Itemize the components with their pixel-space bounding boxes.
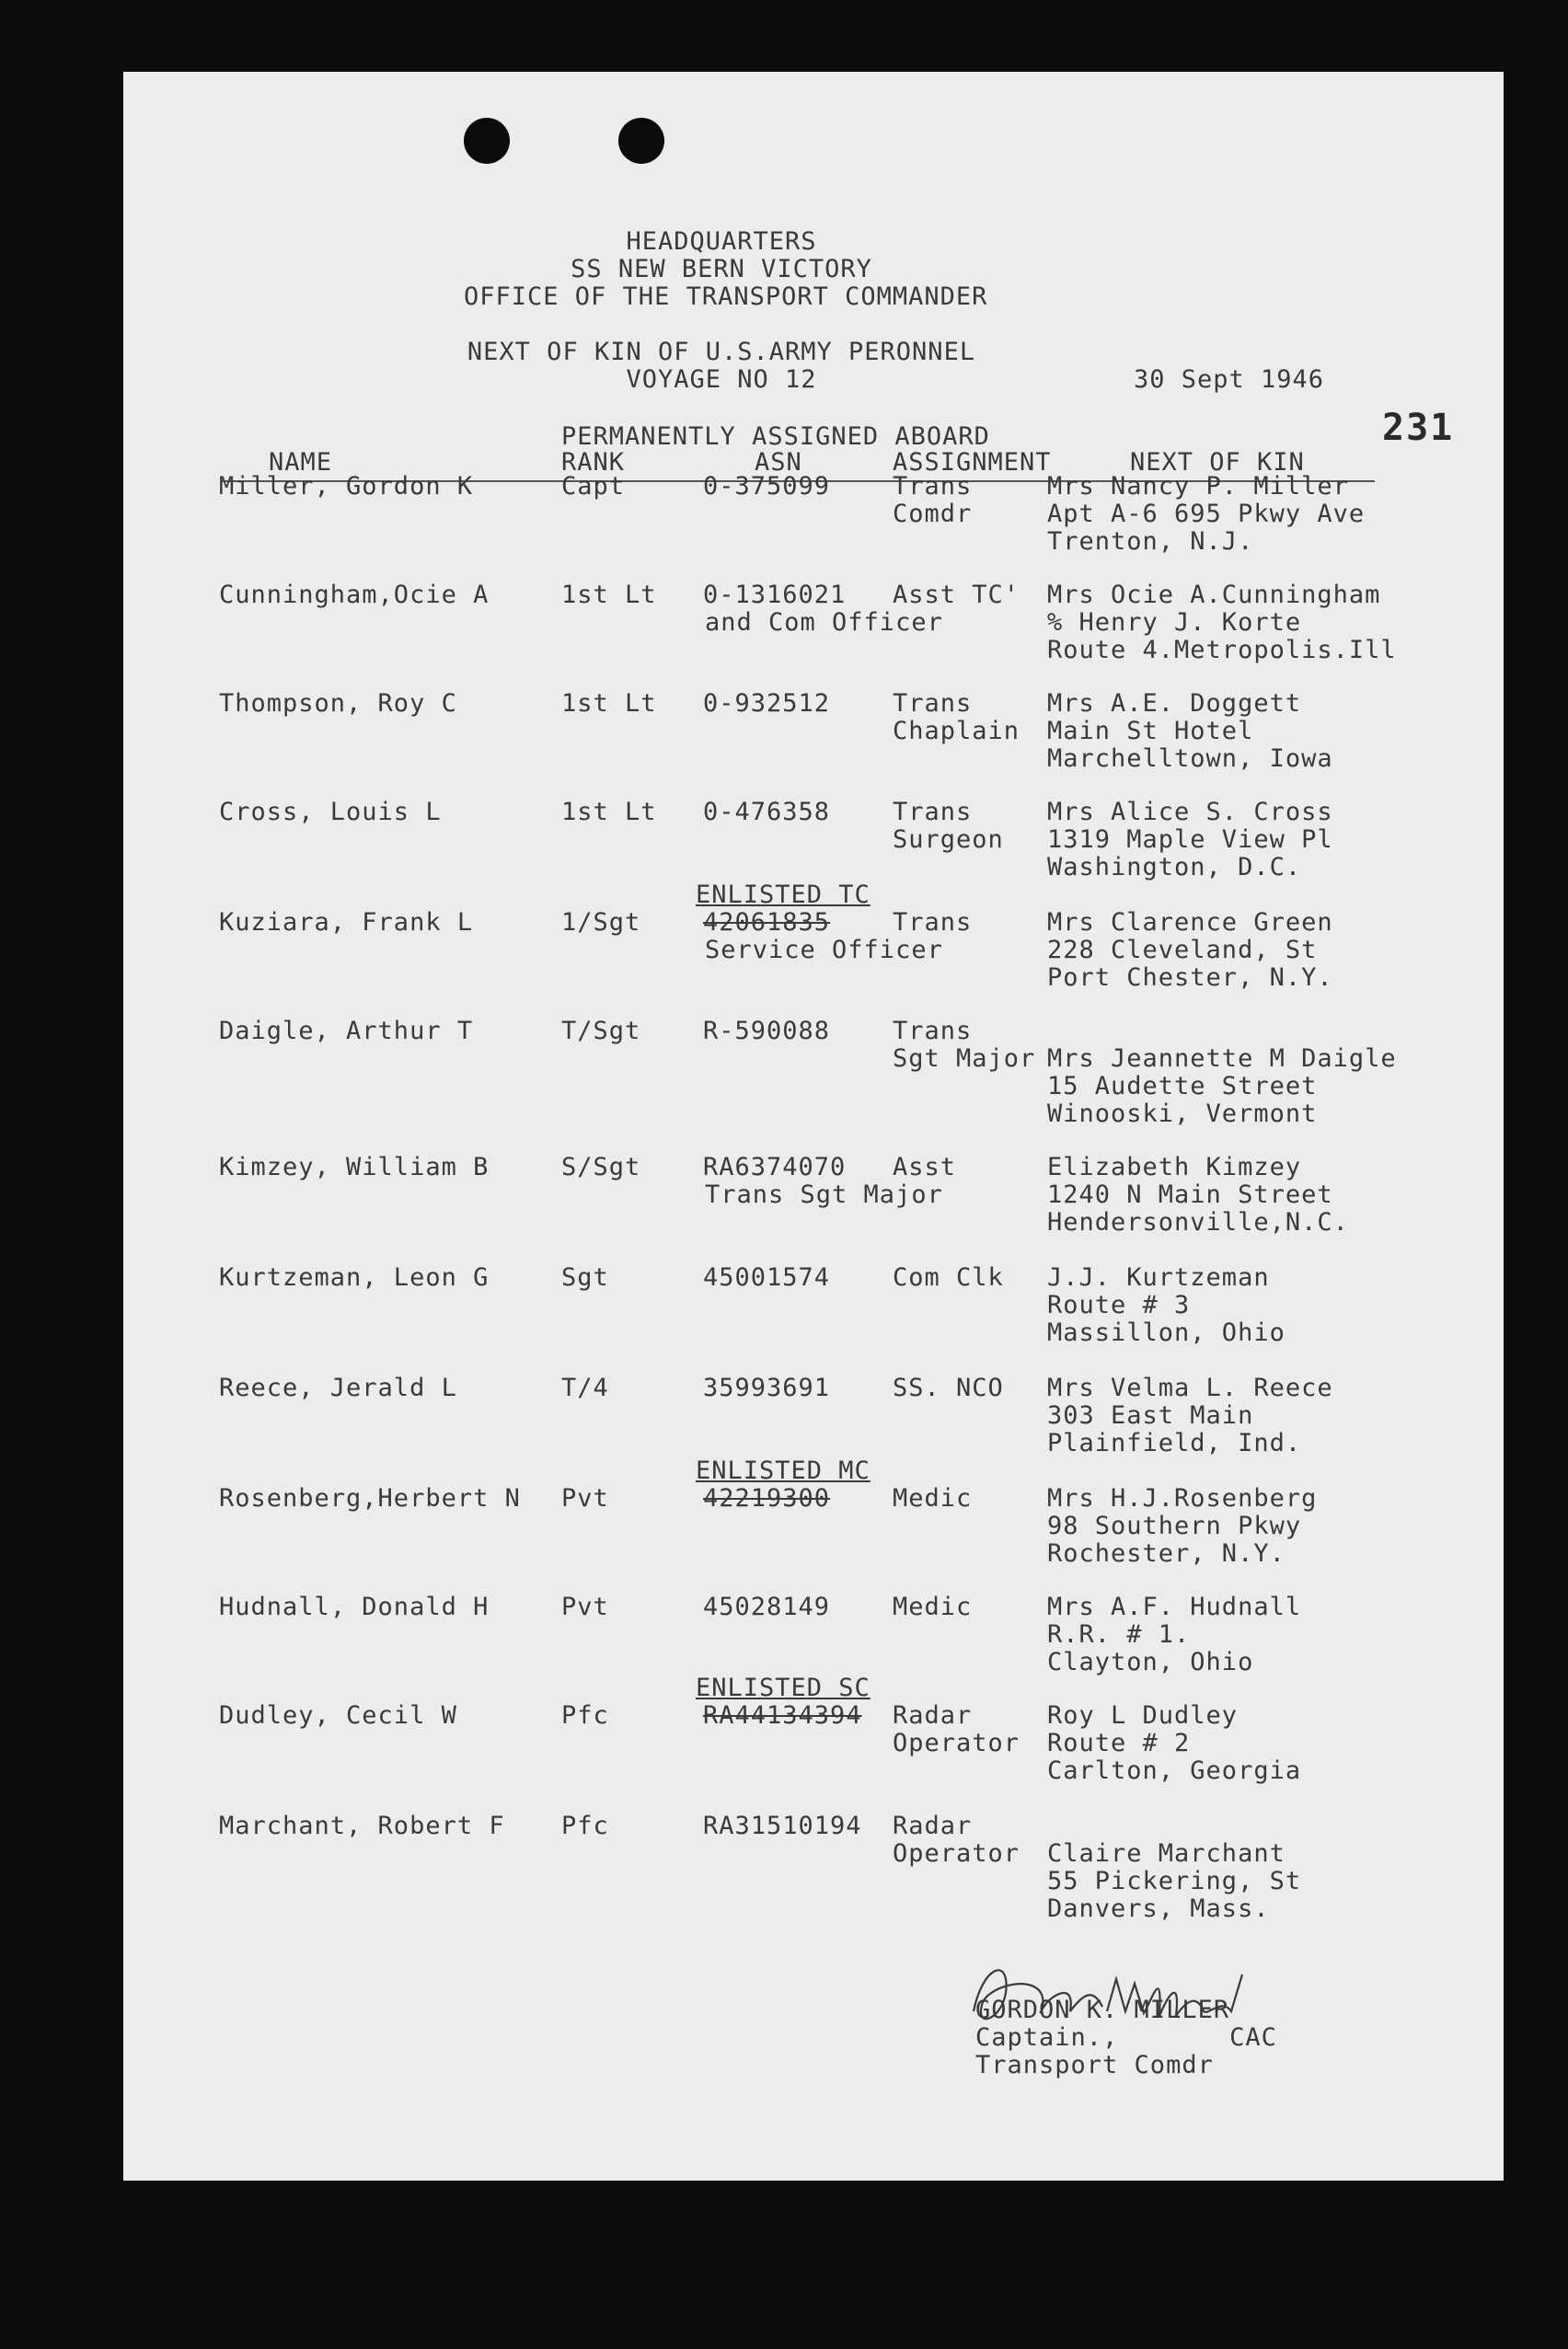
row-name: Kimzey, William B [219,1153,490,1181]
header-voyage: VOYAGE NO 12 [626,365,817,394]
row-assignment-line: Comdr [893,500,973,528]
row-next-of-kin-line: Route # 2 [1047,1729,1191,1757]
row-rank: T/Sgt [561,1017,641,1045]
section-heading: PERMANENTLY ASSIGNED ABOARD [561,422,990,451]
row-next-of-kin-line: Hendersonville,N.C. [1047,1208,1349,1237]
row-next-of-kin-line: 228 Cleveland, St [1047,936,1318,964]
row-next-of-kin-line: Mrs Jeannette M Daigle [1047,1044,1397,1073]
row-name: Cross, Louis L [219,798,442,826]
row-assignment-line: Trans [893,689,973,718]
header-title: NEXT OF KIN OF U.S.ARMY PERONNEL [467,338,976,366]
row-asn: 0-375099 [703,472,831,501]
row-next-of-kin-line: Mrs H.J.Rosenberg [1047,1484,1318,1513]
row-next-of-kin-line: R.R. # 1. [1047,1620,1191,1649]
row-next-of-kin-line: Mrs Ocie A.Cunningham [1047,581,1381,609]
row-rank: 1st Lt [561,581,657,609]
group-label: ENLISTED MC [696,1457,870,1485]
row-next-of-kin-line: % Henry J. Korte [1047,608,1302,637]
row-rank: 1st Lt [561,798,657,826]
row-assignment-line: Medic [893,1484,973,1513]
row-next-of-kin-line: Mrs Velma L. Reece [1047,1374,1333,1402]
row-name: Hudnall, Donald H [219,1593,490,1621]
punch-hole-right [618,118,664,164]
row-assignment-line: Radar [893,1812,973,1840]
row-name: Reece, Jerald L [219,1374,457,1402]
row-asn: 42219300 [703,1484,831,1513]
row-next-of-kin-line: Rochester, N.Y. [1047,1539,1286,1568]
column-header-assignment: ASSIGNMENT [893,448,1052,477]
row-name: Thompson, Roy C [219,689,457,718]
row-next-of-kin-line: Marchelltown, Iowa [1047,744,1333,773]
row-asn: RA6374070 [703,1153,847,1181]
row-rank: Pvt [561,1484,609,1513]
row-asn: 35993691 [703,1374,831,1402]
row-next-of-kin-line: Danvers, Mass. [1047,1894,1270,1923]
row-next-of-kin-line: Mrs A.F. Hudnall [1047,1593,1302,1621]
row-asn: 0-932512 [703,689,831,718]
row-asn: 0-1316021 [703,581,847,609]
row-asn: RA31510194 [703,1812,862,1840]
row-next-of-kin-line: 303 East Main [1047,1401,1254,1430]
row-assignment-line: Com Clk [893,1263,1004,1292]
punch-hole-left [464,118,510,164]
row-assignment-line: Service Officer [705,936,943,964]
column-header-rank: RANK [561,448,626,477]
row-next-of-kin-line: Route # 3 [1047,1291,1191,1319]
row-rank: Capt [561,472,626,501]
row-next-of-kin-line: Mrs Nancy P. Miller [1047,472,1349,501]
row-next-of-kin-line: Apt A-6 695 Pkwy Ave [1047,500,1366,528]
row-assignment-line: SS. NCO [893,1374,1004,1402]
column-header-next-of-kin: NEXT OF KIN [1130,448,1305,477]
row-next-of-kin-line: Roy L Dudley [1047,1701,1239,1730]
row-assignment-line: Trans [893,908,973,937]
row-rank: S/Sgt [561,1153,641,1181]
row-rank: T/4 [561,1374,609,1402]
signer-name: GORDON K. MILLER [975,1996,1230,2024]
row-name: Marchant, Robert F [219,1812,505,1840]
row-asn: RA44134394 [703,1701,862,1730]
row-assignment-line: Trans [893,472,973,501]
row-name: Rosenberg,Herbert N [219,1484,521,1513]
row-next-of-kin-line: 1319 Maple View Pl [1047,825,1333,854]
document-date: 30 Sept 1946 [1134,365,1325,394]
row-assignment-line: Trans Sgt Major [705,1180,943,1209]
row-rank: Pfc [561,1701,609,1730]
row-next-of-kin-line: Route 4.Metropolis.Ill [1047,636,1397,664]
row-assignment-line: Asst TC' [893,581,1020,609]
signer-title: Captain., CAC [975,2023,1277,2052]
row-next-of-kin-line: 1240 N Main Street [1047,1180,1333,1209]
row-next-of-kin-line: Massillon, Ohio [1047,1318,1286,1347]
column-header-asn: ASN [755,448,802,477]
row-assignment-line: Operator [893,1729,1020,1757]
row-next-of-kin-line: 15 Audette Street [1047,1072,1318,1100]
row-rank: Pfc [561,1812,609,1840]
row-next-of-kin-line: Mrs Clarence Green [1047,908,1333,937]
row-next-of-kin-line: Main St Hotel [1047,717,1254,745]
row-next-of-kin-line: Carlton, Georgia [1047,1756,1302,1785]
row-rank: 1/Sgt [561,908,641,937]
row-name: Dudley, Cecil W [219,1701,457,1730]
row-asn: 45001574 [703,1263,831,1292]
group-label: ENLISTED SC [696,1674,870,1702]
row-assignment-line: Trans [893,1017,973,1045]
row-assignment-line: Asst [893,1153,957,1181]
row-asn: 45028149 [703,1593,831,1621]
signer-role: Transport Comdr [975,2051,1214,2079]
column-header-name: NAME [269,448,333,477]
header-ship-name: SS NEW BERN VICTORY [571,255,872,283]
row-assignment-line: Operator [893,1839,1020,1868]
row-next-of-kin-line: Washington, D.C. [1047,853,1302,881]
header-office: OFFICE OF THE TRANSPORT COMMANDER [464,282,988,311]
row-next-of-kin-line: J.J. Kurtzeman [1047,1263,1270,1292]
row-next-of-kin-line: Port Chester, N.Y. [1047,963,1333,992]
row-rank: Sgt [561,1263,609,1292]
row-next-of-kin-line: Plainfield, Ind. [1047,1429,1302,1457]
row-assignment-line: Medic [893,1593,973,1621]
row-next-of-kin-line: Mrs Alice S. Cross [1047,798,1333,826]
row-name: Cunningham,Ocie A [219,581,490,609]
row-name: Kuziara, Frank L [219,908,474,937]
row-next-of-kin-line: Claire Marchant [1047,1839,1286,1868]
row-assignment-line: Radar [893,1701,973,1730]
group-label: ENLISTED TC [696,881,870,909]
row-next-of-kin-line: Trenton, N.J. [1047,527,1254,556]
header-line-1: HEADQUARTERS [626,227,817,256]
document-page [123,72,1504,2181]
row-next-of-kin-line: 98 Southern Pkwy [1047,1512,1302,1540]
row-next-of-kin-line: Clayton, Ohio [1047,1648,1254,1676]
row-asn: 0-476358 [703,798,831,826]
row-name: Daigle, Arthur T [219,1017,474,1045]
row-name: Miller, Gordon K [219,472,474,501]
row-next-of-kin-line: Elizabeth Kimzey [1047,1153,1302,1181]
row-asn: 42061835 [703,908,831,937]
row-next-of-kin-line: Winooski, Vermont [1047,1100,1318,1128]
row-assignment-line: Sgt Major [893,1044,1036,1073]
page-number: 231 [1382,407,1455,449]
row-rank: Pvt [561,1593,609,1621]
row-next-of-kin-line: 55 Pickering, St [1047,1867,1302,1895]
row-assignment-line: Trans [893,798,973,826]
row-rank: 1st Lt [561,689,657,718]
row-assignment-line: Chaplain [893,717,1020,745]
row-asn: R-590088 [703,1017,831,1045]
row-assignment-line: Surgeon [893,825,1004,854]
row-name: Kurtzeman, Leon G [219,1263,490,1292]
row-assignment-line: and Com Officer [705,608,943,637]
row-next-of-kin-line: Mrs A.E. Doggett [1047,689,1302,718]
